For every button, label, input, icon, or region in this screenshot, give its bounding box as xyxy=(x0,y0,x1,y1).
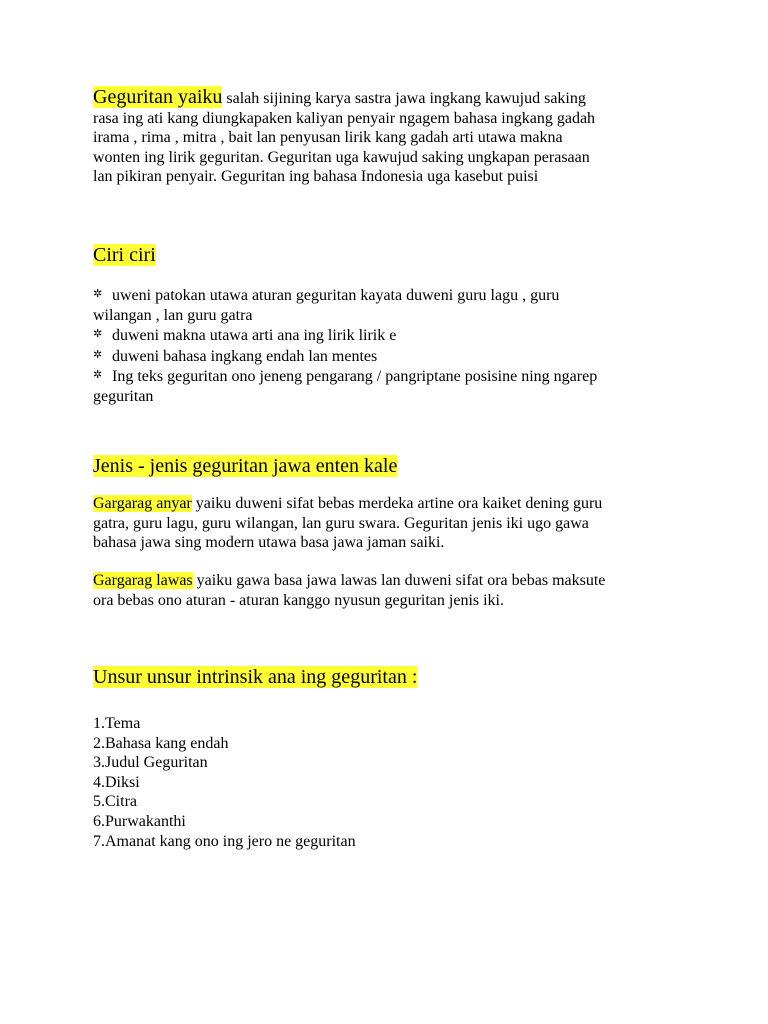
intro-paragraph xyxy=(93,88,693,187)
star-bullet-icon: ✲ xyxy=(93,348,103,361)
jenis-lawas-paragraph: Gargarag lawas yaiku gawa basa jawa lawas lan duweni sifat ora bebas maksute ora bebas ono aturan - aturan kanggo nyusun geguritan jenis iki. xyxy=(93,572,606,609)
list-item: ✲ duweni makna utawa arti ana ing lirik lirik e xyxy=(93,327,397,345)
intro-line-1: salah sijining karya sastra jawa ingkang kawujud saking xyxy=(226,90,586,107)
intro-term: Geguritan yaiku xyxy=(93,86,223,108)
jenis-section xyxy=(93,454,693,478)
unsur-section xyxy=(93,665,693,689)
list-item: ✲ uweni patokan utawa aturan geguritan kayata duweni guru lagu , guru xyxy=(93,287,560,304)
list-item: 2.Bahasa kang endah xyxy=(93,734,229,752)
list-item: 6.Purwakanthi xyxy=(93,812,186,830)
anyar-label: Gargarag anyar xyxy=(93,495,192,512)
intro-line-4: wonten ing lirik geguritan. Geguritan uga kawujud saking ungkapan perasaan xyxy=(93,148,590,166)
list-item: 4.Diksi xyxy=(93,773,140,791)
jenis-anyar-paragraph: Gargarag anyar yaiku duweni sifat bebas merdeka artine ora kaiket dening guru gatra, guru lagu, guru wilangan, lan guru swara. Geguritan jenis iki ugo gawa bahasa jawa sing modern utawa basa jawa jaman saiki. xyxy=(93,495,603,552)
list-item: 7.Amanat kang ono ing jero ne geguritan xyxy=(93,832,356,850)
intro-line-5: lan pikiran penyair. Geguritan ing bahasa Indonesia uga kasebut puisi xyxy=(93,168,539,186)
star-bullet-icon: ✲ xyxy=(93,328,103,341)
jenis-heading: Jenis - jenis geguritan jawa enten kale xyxy=(93,455,398,477)
unsur-heading: Unsur unsur intrinsik ana ing geguritan : xyxy=(93,666,418,688)
lawas-label: Gargarag lawas xyxy=(93,572,193,589)
list-item-continuation: wilangan , lan guru gatra xyxy=(93,306,253,324)
intro-line-3: irama , rima , mitra , bait lan penyusan lirik kang gadah arti utawa makna xyxy=(93,129,563,147)
list-item: 5.Citra xyxy=(93,793,137,811)
ciri-list xyxy=(93,285,693,407)
list-item: ✲ duweni bahasa ingkang endah lan mentes xyxy=(93,347,378,365)
star-bullet-icon: ✲ xyxy=(93,288,103,300)
ciri-section xyxy=(93,243,693,267)
ciri-heading: Ciri ciri xyxy=(93,244,156,266)
list-item-continuation: geguritan xyxy=(93,387,154,405)
list-item: ✲ Ing teks geguritan ono jeneng pengarang / pangriptane posisine ning ngarep xyxy=(93,368,598,386)
list-item: 1.Tema xyxy=(93,715,141,732)
star-bullet-icon: ✲ xyxy=(93,369,103,382)
list-item: 3.Judul Geguritan xyxy=(93,754,208,772)
intro-line-2: rasa ing ati kang diungkapaken kaliyan penyair ngagem bahasa ingkang gadah xyxy=(93,109,596,127)
unsur-list xyxy=(93,714,693,851)
